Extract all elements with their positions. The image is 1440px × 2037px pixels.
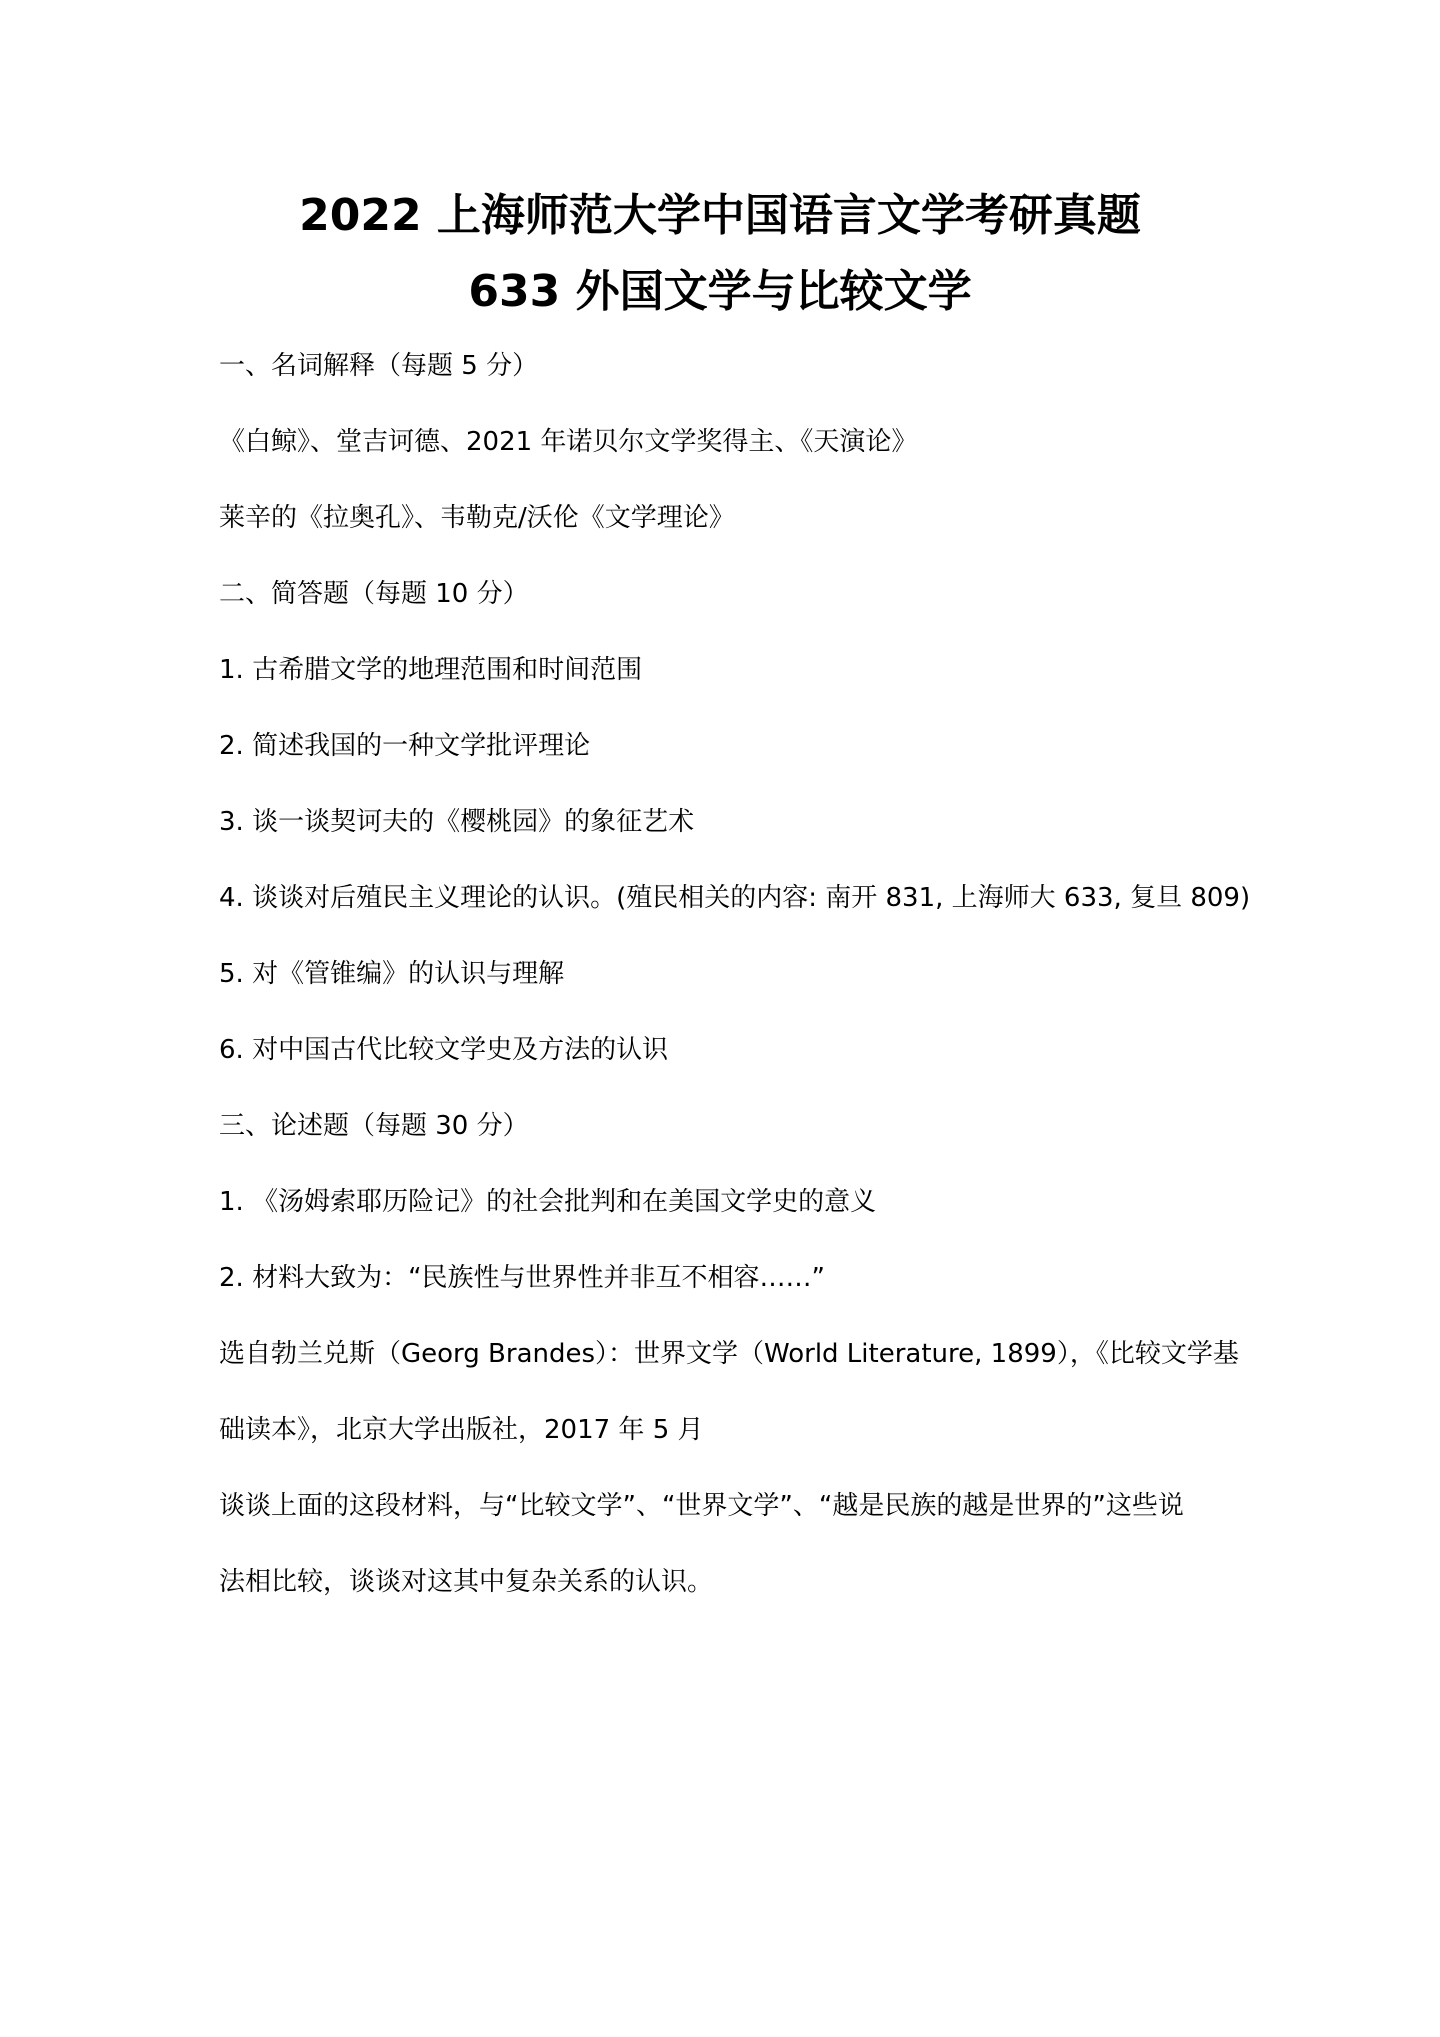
question-item: 5. 对《管锥编》的认识与理解 <box>219 959 565 989</box>
terms-line-2: 莱辛的《拉奥孔》、韦勒克/沃伦《文学理论》 <box>219 503 735 533</box>
question-item: 4. 谈谈对后殖民主义理论的认识。(殖民相关的内容: 南开 831, 上海师大 633, 复旦 809) <box>219 883 1251 913</box>
terms-line-1: 《白鲸》、堂吉诃德、2021 年诺贝尔文学奖得主、《天演论》 <box>219 427 918 457</box>
section-heading-short-answer: 二、简答题（每题 10 分） <box>219 579 529 609</box>
section-heading-terms: 一、名词解释（每题 5 分） <box>219 351 539 381</box>
question-item: 2. 简述我国的一种文学批评理论 <box>219 731 591 761</box>
question-item: 6. 对中国古代比较文学史及方法的认识 <box>219 1035 669 1065</box>
document-subtitle: 633 外国文学与比较文学 <box>468 266 972 317</box>
material-source-line-2: 础读本》，北京大学出版社，2017 年 5 月 <box>219 1415 704 1445</box>
essay-prompt-line-2: 法相比较，谈谈对这其中复杂关系的认识。 <box>219 1567 714 1597</box>
question-item: 3. 谈一谈契诃夫的《樱桃园》的象征艺术 <box>219 807 695 837</box>
document-title: 2022 上海师范大学中国语言文学考研真题 <box>299 190 1141 241</box>
essay-question-1: 1. 《汤姆索耶历险记》的社会批判和在美国文学史的意义 <box>219 1187 877 1217</box>
material-source-line-1: 选自勃兰兑斯（Georg Brandes）：世界文学（World Literature, 1899），《比较文学基 <box>219 1339 1239 1369</box>
essay-prompt-line-1: 谈谈上面的这段材料，与“比较文学”、“世界文学”、“越是民族的越是世界的”这些说 <box>219 1491 1184 1521</box>
question-item: 1. 古希腊文学的地理范围和时间范围 <box>219 655 643 685</box>
section-heading-essay: 三、论述题（每题 30 分） <box>219 1111 529 1141</box>
essay-question-2: 2. 材料大致为：“民族性与世界性并非互不相容……” <box>219 1263 826 1293</box>
